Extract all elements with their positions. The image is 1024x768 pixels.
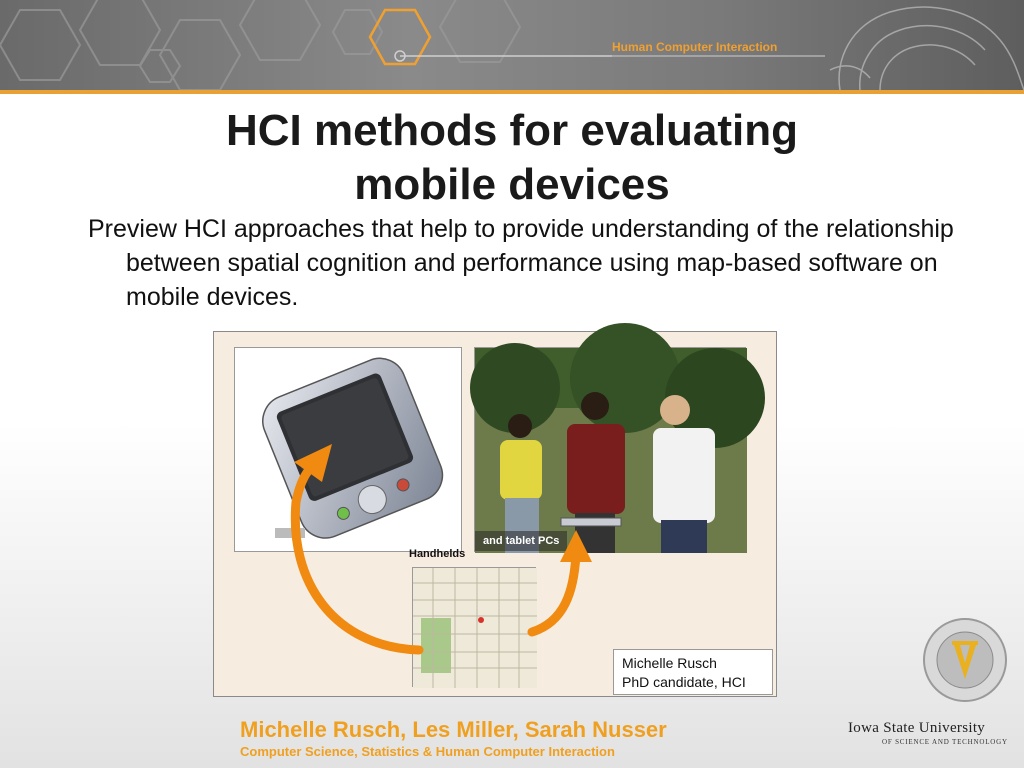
caption-name: Michelle Rusch	[622, 655, 717, 671]
caption-box	[613, 649, 773, 695]
university-name: Iowa State University	[848, 720, 986, 736]
title-line-1: HCI methods for evaluating	[225, 106, 799, 155]
handheld-device-icon	[235, 348, 463, 553]
bullet-text: Preview HCI approaches that help to provide understanding of the relationship between spatial cognition and performance using map-based software on mobile devices.	[88, 215, 954, 311]
banner-accent-bar	[0, 90, 1024, 94]
footer-department: Computer Science, Statistics & Human Computer Interaction	[240, 744, 615, 759]
handheld-panel	[234, 347, 466, 560]
banner-title: Human Computer Interaction	[612, 40, 778, 54]
footer-authors: Michelle Rusch, Les Miller, Sarah Nusser	[240, 717, 667, 742]
map-panel	[412, 567, 536, 687]
header-banner	[0, 0, 1024, 90]
title-line-2: mobile devices	[354, 160, 670, 209]
figure	[213, 331, 777, 697]
slide-title	[0, 104, 1024, 212]
university-subtitle: OF SCIENCE AND TECHNOLOGY	[882, 738, 1008, 746]
students-photo-icon	[475, 348, 747, 553]
map-icon	[413, 568, 537, 688]
photo-panel	[474, 347, 746, 552]
vrac-seal-icon	[922, 617, 1008, 703]
head-silhouette-icon	[830, 7, 1024, 90]
caption-role: PhD candidate, HCI	[622, 674, 746, 690]
handhelds-label: Handhelds	[409, 548, 466, 560]
hexagon-pattern-icon	[0, 0, 1024, 90]
tablet-label: and tablet PCs	[475, 531, 567, 551]
